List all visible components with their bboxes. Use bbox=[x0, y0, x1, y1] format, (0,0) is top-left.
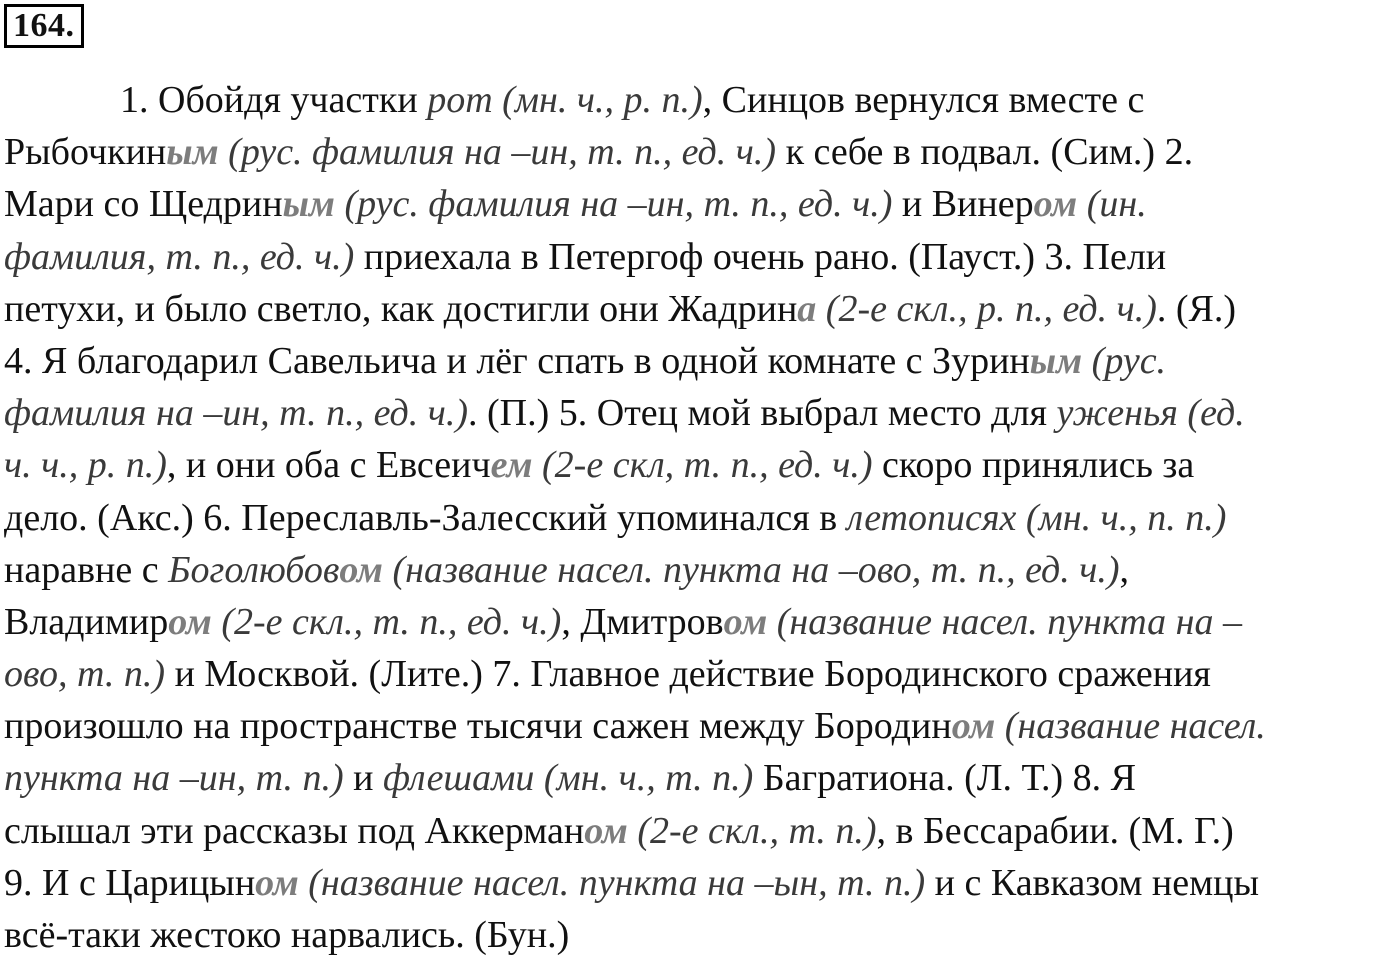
word-ending: ым bbox=[1029, 339, 1083, 382]
text-line bbox=[4, 178, 1396, 230]
text-line bbox=[4, 387, 1396, 439]
grammar-note: уженья (ед. bbox=[1056, 392, 1245, 435]
text-segment: слышал эти рассказы под Аккерман bbox=[4, 809, 585, 852]
text-line bbox=[4, 648, 1396, 700]
text-line bbox=[4, 909, 1396, 961]
text-segment: 9. И с Царицын bbox=[4, 861, 256, 904]
grammar-note: (2-е скл., т. п.) bbox=[627, 809, 877, 852]
text-segment: петухи, и было светло, как достигли они Жадрин bbox=[4, 287, 798, 330]
text-segment: , Дмитров bbox=[561, 600, 724, 643]
text-line bbox=[4, 335, 1396, 387]
word-ending: а bbox=[797, 287, 817, 330]
text-segment: и Москвой. (Лите.) 7. Главное действие Бородинского сражения bbox=[165, 653, 1211, 696]
grammar-note: Боголюбов bbox=[168, 548, 340, 591]
text-line bbox=[4, 492, 1396, 544]
text-segment: Мари со Щедрин bbox=[4, 183, 283, 226]
text-segment: и с Кавказом немцы bbox=[925, 861, 1259, 904]
word-ending: ом bbox=[723, 600, 768, 643]
text-segment: и Винер bbox=[892, 183, 1034, 226]
word-ending: ым bbox=[282, 183, 335, 226]
word-ending: ом bbox=[951, 705, 996, 748]
grammar-note: (название насел. пункта на –ын, т. п.) bbox=[298, 861, 926, 904]
word-ending: ым bbox=[166, 131, 219, 174]
text-line bbox=[4, 857, 1396, 909]
text-segment: . (Я.) bbox=[1156, 287, 1237, 330]
grammar-note: (название насел. bbox=[995, 705, 1266, 748]
word-ending: ем bbox=[490, 444, 533, 487]
grammar-note: (2-е скл, т. п., ед. ч.) bbox=[532, 444, 873, 487]
grammar-note: (рус. bbox=[1082, 339, 1167, 382]
text-segment: приехала в Петергоф очень рано. (Пауст.) 3. Пели bbox=[354, 235, 1167, 278]
word-ending: ом bbox=[255, 861, 299, 904]
grammar-note: фамилия, т. п., ед. ч.) bbox=[4, 235, 355, 278]
text-segment: Багратиона. (Л. Т.) 8. Я bbox=[753, 757, 1136, 800]
grammar-note: ч. ч., р. п.) bbox=[4, 444, 167, 487]
text-segment: к себе в подвал. (Сим.) 2. bbox=[776, 131, 1194, 174]
text-segment: , в Бессарабии. (М. Г.) bbox=[876, 809, 1234, 852]
grammar-note: рот (мн. ч., р. п.) bbox=[427, 79, 703, 121]
word-ending: ом bbox=[339, 548, 383, 591]
text-segment: Владимир bbox=[4, 600, 169, 643]
grammar-note: (2-е скл., р. п., ед. ч.) bbox=[816, 287, 1157, 330]
text-line bbox=[4, 752, 1396, 804]
grammar-note: фамилия на –ин, т. п., ед. ч.) bbox=[4, 392, 468, 435]
text-segment: Рыбочкин bbox=[4, 131, 167, 174]
text-segment: и bbox=[343, 757, 384, 800]
text-segment: 1. Обойдя участки bbox=[120, 79, 428, 121]
grammar-note: флешами (мн. ч., т. п.) bbox=[383, 757, 754, 800]
grammar-note: пункта на –ин, т. п.) bbox=[4, 757, 344, 800]
exercise-number: 164. bbox=[4, 4, 84, 48]
text-segment: дело. (Акс.) 6. Переславль-Залесский упоминался в bbox=[4, 496, 847, 539]
text-line bbox=[4, 126, 1396, 178]
text-segment: скоро принялись за bbox=[872, 444, 1195, 487]
word-ending: ом bbox=[1033, 183, 1078, 226]
grammar-note: ово, т. п.) bbox=[4, 653, 166, 696]
grammar-note: (рус. фамилия на –ин, т. п., ед. ч.) bbox=[334, 183, 893, 226]
grammar-note: (рус. фамилия на –ин, т. п., ед. ч.) bbox=[218, 131, 777, 174]
grammar-note: (название насел. пункта на – bbox=[767, 600, 1242, 643]
text-segment: всё-таки жестоко нарвались. (Бун.) bbox=[4, 914, 570, 956]
grammar-note: летописях (мн. ч., п. п.) bbox=[846, 496, 1227, 539]
text-line bbox=[4, 74, 1396, 126]
text-line bbox=[4, 439, 1396, 491]
text-segment: произошло на пространстве тысячи сажен между Бородин bbox=[4, 705, 952, 748]
text-line bbox=[4, 283, 1396, 335]
text-segment: , Синцов вернулся вместе с bbox=[702, 79, 1145, 121]
text-line bbox=[4, 544, 1396, 596]
text-segment: . (П.) 5. Отец мой выбрал место для bbox=[468, 392, 1057, 435]
grammar-note: (2-е скл., т. п., ед. ч.) bbox=[211, 600, 562, 643]
grammar-note: (ин. bbox=[1077, 183, 1147, 226]
text-segment: , bbox=[1119, 548, 1130, 591]
grammar-note: (название насел. пункта на –ово, т. п., ед. ч.) bbox=[382, 548, 1120, 591]
text-line bbox=[4, 596, 1396, 648]
text-segment: наравне с bbox=[4, 548, 169, 591]
word-ending: ом bbox=[168, 600, 212, 643]
text-line bbox=[4, 231, 1396, 283]
text-line bbox=[4, 700, 1396, 752]
text-segment: , и они оба с Евсеич bbox=[166, 444, 491, 487]
text-segment: 4. Я благодарил Савельича и лёг спать в одной комнате с Зурин bbox=[4, 339, 1030, 382]
word-ending: ом bbox=[584, 809, 628, 852]
text-line bbox=[4, 805, 1396, 857]
exercise-text bbox=[4, 74, 1396, 961]
